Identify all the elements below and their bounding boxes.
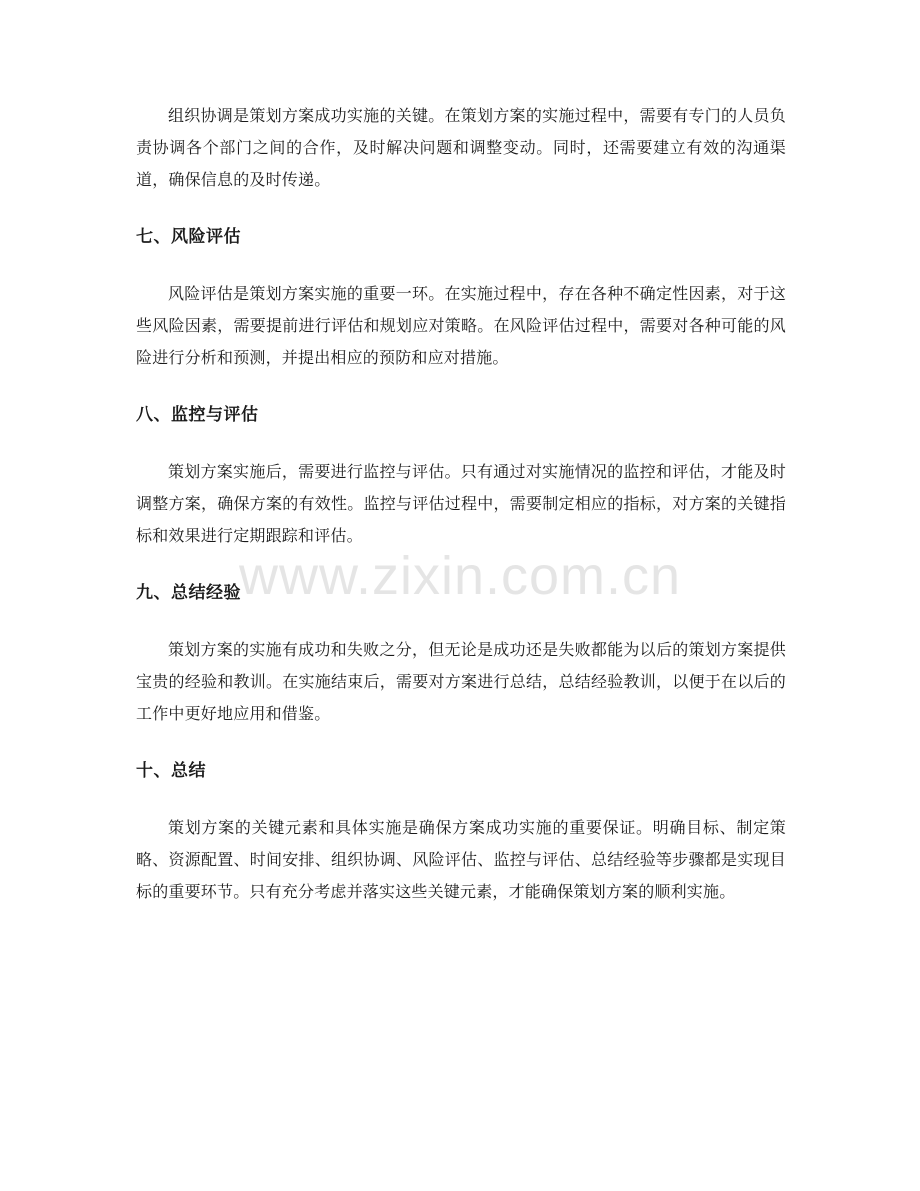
paragraph-organization-coordination: 组织协调是策划方案成功实施的关键。在策划方案的实施过程中，需要有专门的人员负责协调各个部门之间的合作，及时解决问题和调整变动。同时，还需要建立有效的沟通渠道，确保信息的及时传递。 [136,106,786,189]
watermark-text: www.zixin.com.cn [238,546,682,606]
heading-summarize-experience: 九、总结经验 [136,583,241,603]
heading-risk-assessment: 七、风险评估 [136,227,241,247]
document-body [136,100,786,908]
heading-monitoring-evaluation: 八、监控与评估 [136,405,259,425]
heading-conclusion: 十、总结 [136,761,206,781]
paragraph-conclusion: 策划方案的关键元素和具体实施是确保方案成功实施的重要保证。明确目标、制定策略、资源配置、时间安排、组织协调、风险评估、监控与评估、总结经验等步骤都是实现目标的重要环节。只有充分考虑并落实这些关键元素，才能确保策划方案的顺利实施。 [136,818,786,901]
paragraph-summarize-experience: 策划方案的实施有成功和失败之分，但无论是成功还是失败都能为以后的策划方案提供宝贵的经验和教训。在实施结束后，需要对方案进行总结，总结经验教训，以便于在以后的工作中更好地应用和借鉴。 [136,640,786,723]
paragraph-risk-assessment: 风险评估是策划方案实施的重要一环。在实施过程中，存在各种不确定性因素，对于这些风险因素，需要提前进行评估和规划应对策略。在风险评估过程中，需要对各种可能的风险进行分析和预测，并提出相应的预防和应对措施。 [136,284,786,367]
paragraph-monitoring-evaluation: 策划方案实施后，需要进行监控与评估。只有通过对实施情况的监控和评估，才能及时调整方案，确保方案的有效性。监控与评估过程中，需要制定相应的指标，对方案的关键指标和效果进行定期跟踪和评估。 [136,462,786,545]
